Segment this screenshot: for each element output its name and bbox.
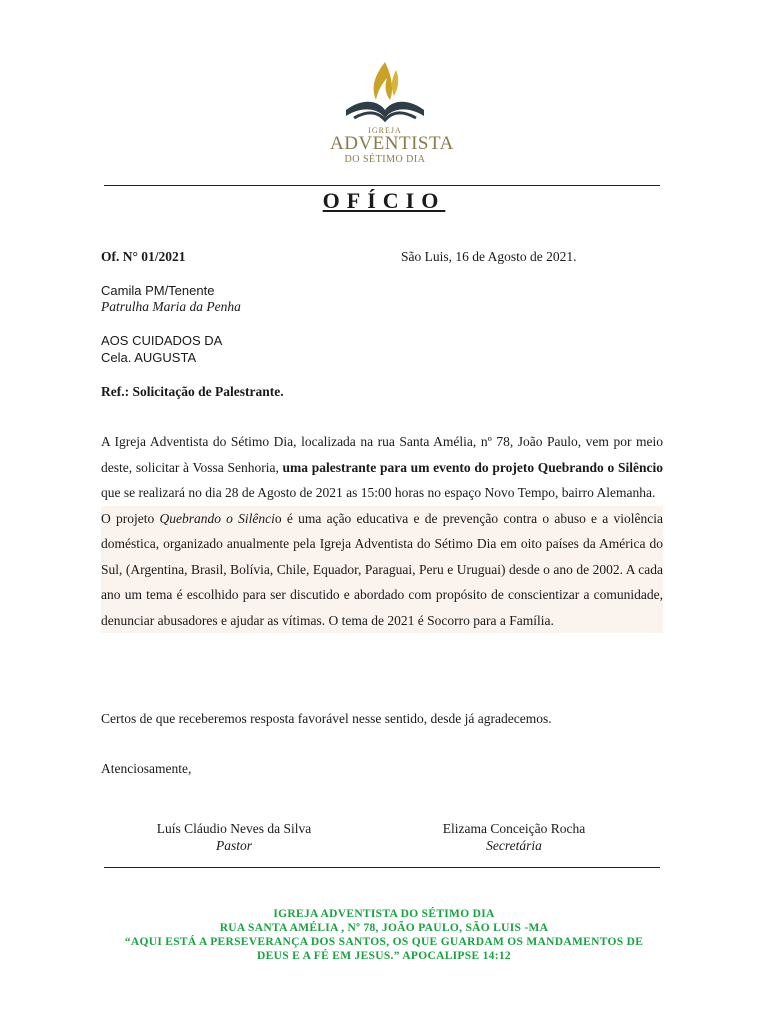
footer-line-1: IGREJA ADVENTISTA DO SÉTIMO DIA (273, 908, 495, 920)
recipient-unit: Patrulha Maria da Penha (101, 299, 241, 314)
logo-line-adventista: ADVENTISTA (330, 133, 454, 154)
body-p1-text-b: que se realizará no dia 28 de Agosto de 2021 as 15:00 horas no espaço Novo Tempo, bairro Alemanha. (101, 485, 656, 500)
footer-line-4: DEUS E A FÉ EM JESUS.” APOCALIPSE 14:12 (257, 950, 511, 962)
place-date: São Luis, 16 de Agosto de 2021. (401, 249, 577, 264)
logo-line-igreja: IGREJA (368, 126, 402, 135)
body-paragraph-2 (101, 506, 663, 634)
body-paragraph-3: Certos de que receberemos resposta favorável nesse sentido, desde já agradecemos. (101, 711, 552, 726)
body-p1-text-a: A Igreja Adventista do Sétimo Dia, localizada na rua Santa Amélia, nº 78, João Paulo, vem por meio deste, solicitar à Vossa Senhoria, (101, 434, 663, 475)
closing-salutation: Atenciosamente, (101, 761, 192, 776)
subject-line: Ref.: Solicitação de Palestrante. (101, 384, 284, 399)
logo-line-sub: DO SÉTIMO DIA (344, 154, 426, 165)
signature-name: Elizama Conceição Rocha (442, 821, 586, 836)
body-p2-text-a: O projeto (101, 510, 160, 526)
document-title (0, 188, 768, 214)
signature-secretary (414, 820, 614, 854)
care-of-label: AOS CUIDADOS DA (101, 333, 223, 348)
body-p2-project-name: Quebrando o Silênci (159, 510, 275, 526)
letter-body (101, 429, 663, 633)
footer-line-3: “AQUI ESTÁ A PERSEVERANÇA DOS SANTOS, OS QUE GUARDAM OS MANDAMENTOS DE (124, 936, 644, 948)
signature-role: Secretária (486, 838, 542, 853)
body-paragraph-1 (101, 429, 663, 506)
church-logo (330, 60, 454, 165)
footer (0, 907, 768, 963)
body-p2-text-b: o é uma ação educativa e de prevenção contra o abuso e a violência doméstica, organizado anualmente pela Igreja Adventista do Sétimo Dia em oito países da América do Sul, (Argentina, Brasil, Bolívia, Chile, Equador, Paraguai, Peru e Uruguai) desde o ano de 2002. A cada ano um tema é escolhido para ser discutido e abordado com propósito de conscientizar a comunidade, denunciar abusadores e ajudar as vítimas. O tema de 2021 é Socorro para a Família. (101, 510, 663, 628)
document-title-text: OFÍCIO (322, 188, 446, 213)
reference-number: Of. N° 01/2021 (101, 249, 186, 264)
signature-name: Luís Cláudio Neves da Silva (156, 821, 312, 836)
top-divider (104, 185, 660, 186)
signature-role: Pastor (215, 838, 252, 853)
bottom-divider (104, 867, 660, 868)
recipient-name: Camila PM/Tenente (101, 283, 215, 298)
recipient-cell: Cela. AUGUSTA (101, 350, 197, 365)
signature-pastor (126, 820, 342, 854)
body-p1-highlight: uma palestrante para um evento do projeto Quebrando o Silêncio (282, 459, 663, 475)
flame-book-icon (340, 60, 430, 124)
footer-line-2: RUA SANTA AMÉLIA , Nº 78, JOÃO PAULO, SÃO LUIS -MA (219, 922, 549, 934)
